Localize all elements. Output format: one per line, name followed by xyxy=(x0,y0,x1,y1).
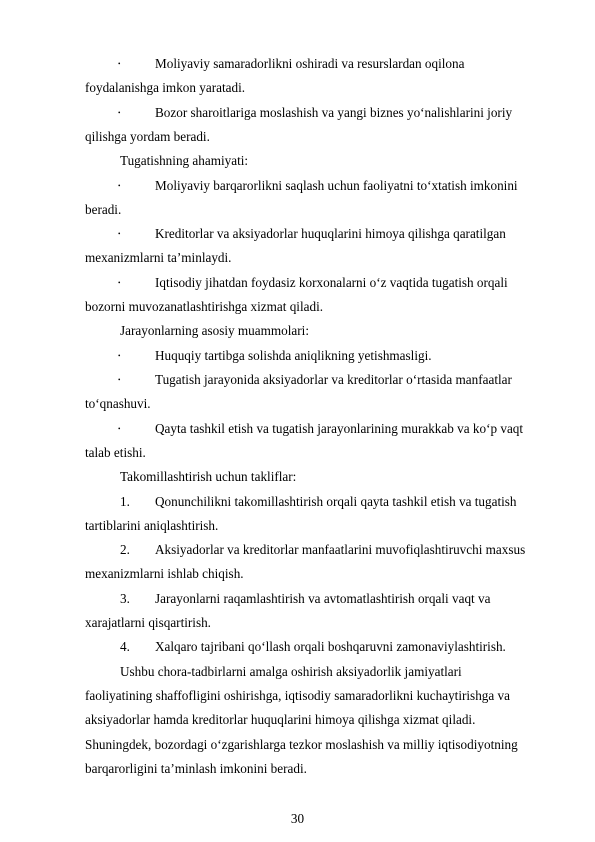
paragraph-line: aksiyadorlar hamda kreditorlar huquqlarini himoya qilishga xizmat qiladi. xyxy=(85,712,476,727)
list-item-text: bozorni muvozanatlashtirishga xizmat qiladi. xyxy=(85,299,324,314)
list-item-text: foydalanishga imkon yaratadi. xyxy=(85,80,246,95)
list-item-text: Iqtisodiy jihatdan foydasiz korxonalarni o‘z vaqtida tugatish orqali xyxy=(155,275,508,290)
bullet-icon: • xyxy=(118,230,121,238)
list-item-text: Jarayonlarni raqamlashtirish va avtomatlashtirish orqali vaqt va xyxy=(155,591,491,606)
paragraph-line: faoliyatining shaffofligini oshirishga, iqtisodiy samaradorlikni kuchaytirishga va xyxy=(85,688,510,703)
bullet-icon: • xyxy=(118,109,121,117)
bullet-icon: • xyxy=(118,279,121,287)
list-item-text: xarajatlarni qisqartirish. xyxy=(85,615,211,630)
bullet-icon: • xyxy=(118,376,121,384)
bullet-icon: • xyxy=(118,425,121,433)
list-item-text: talab etishi. xyxy=(85,445,146,460)
list-item-text: qilishga yordam beradi. xyxy=(85,129,210,144)
list-item-text: Huquqiy tartibga solishda aniqlikning yetishmasligi. xyxy=(155,348,432,363)
list-item-text: Tugatish jarayonida aksiyadorlar va kreditorlar o‘rtasida manfaatlar xyxy=(155,372,512,387)
bullet-icon: • xyxy=(118,352,121,360)
list-item-text: mexanizmlarni ta’minlaydi. xyxy=(85,250,232,265)
bullet-icon: • xyxy=(118,182,121,190)
list-number: 3. xyxy=(120,591,130,606)
section-heading: Takomillashtirish uchun takliflar: xyxy=(120,469,297,484)
list-item-text: tartiblarini aniqlashtirish. xyxy=(85,518,219,533)
paragraph-line: Shuningdek, bozordagi o‘zgarishlarga tezkor moslashish va milliy iqtisodiyotning xyxy=(85,737,518,752)
list-item-text: Aksiyadorlar va kreditorlar manfaatlarini muvofiqlashtiruvchi maxsus xyxy=(155,542,526,557)
list-item-text: beradi. xyxy=(85,202,122,217)
list-item-text: Kreditorlar va aksiyadorlar huquqlarini himoya qilishga qaratilgan xyxy=(155,226,506,241)
section-heading: Jarayonlarning asosiy muammolari: xyxy=(120,323,309,338)
list-number: 4. xyxy=(120,639,130,654)
list-item-text: mexanizmlarni ishlab chiqish. xyxy=(85,566,244,581)
bullet-icon: • xyxy=(118,60,121,68)
list-number: 2. xyxy=(120,542,130,557)
list-item-text: Xalqaro tajribani qo‘llash orqali boshqaruvni zamonaviylashtirish. xyxy=(155,639,506,654)
list-item-text: Bozor sharoitlariga moslashish va yangi biznes yo‘nalishlarini joriy xyxy=(155,105,513,120)
list-number: 1. xyxy=(120,494,130,509)
list-item-text: to‘qnashuvi. xyxy=(85,396,151,411)
list-item-text: Qonunchilikni takomillashtirish orqali qayta tashkil etish va tugatish xyxy=(155,494,517,509)
page-number: 30 xyxy=(290,811,305,826)
list-item-text: Moliyaviy samaradorlikni oshiradi va resurslardan oqilona xyxy=(155,56,465,71)
list-item-text: Moliyaviy barqarorlikni saqlash uchun faoliyatni to‘xtatish imkonini xyxy=(155,178,518,193)
section-heading: Tugatishning ahamiyati: xyxy=(120,153,249,168)
list-item-text: Qayta tashkil etish va tugatish jarayonlarining murakkab va ko‘p vaqt xyxy=(155,421,524,436)
paragraph-line: barqarorligini ta’minlash imkonini beradi. xyxy=(85,761,307,776)
paragraph-line: Ushbu chora-tadbirlarni amalga oshirish aksiyadorlik jamiyatlari xyxy=(120,664,462,679)
